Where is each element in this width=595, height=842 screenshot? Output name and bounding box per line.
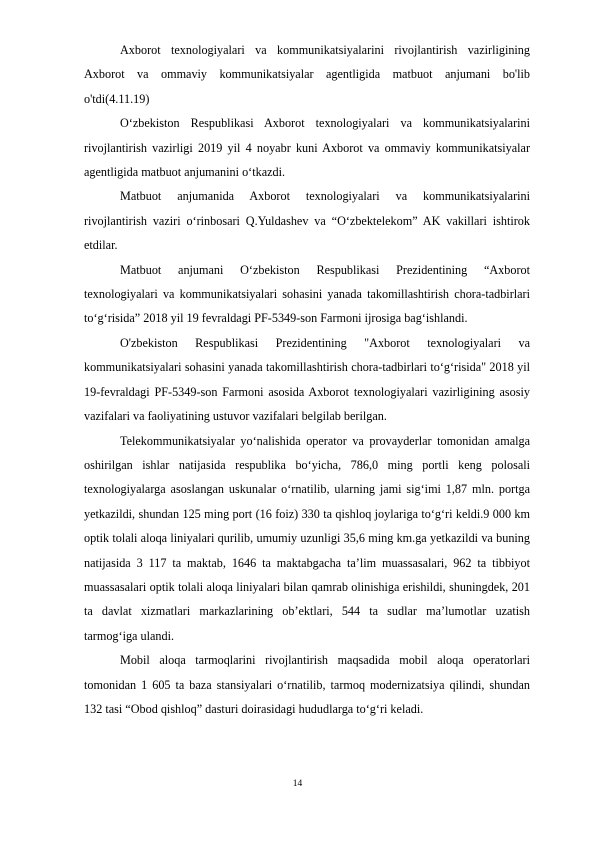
paragraph-telecommunications-results: Telekommunikatsiyalar yo‘nalishida operator va provayderlar tomonidan amalga oshirilgan ishlar natijasida respublika bo‘yicha, 786,0 ming portli keng polosali texnologiyalarga asoslangan uskunalar o‘rnatilib, ularning jami sig‘imi 1,87 mln. portga yetkazildi, shundan 125 ming port (16 foiz) 330 ta qishloq joylariga to‘g‘ri keldi.9 000 km optik tolali aloqa liniyalari qurilib, umumiy uzunligi 35,6 ming km.ga yetkazildi va buning natijasida 3 117 ta maktab, 1646 ta maktabgacha ta’lim muassasalari, 962 ta tibbiyot muassasalari optik tolali aloqa liniyalari bilan qamrab olinishiga erishildi, shuningdek, 201 ta davlat xizmatlari markazlarining ob’ektlari, 544 ta sudlar ma’lumotlar uzatish tarmog‘iga ulandi. [84,433,530,643]
page-number: 14 [292,779,303,789]
paragraph-participants: Matbuot anjumanida Axborot texnologiyalari va kommunikatsiyalarini rivojlantirish vaziri o‘rinbosari Q.Yuldashev va “O‘zbektelekom” AK vakillari ishtirok etdilar. [84,189,530,253]
paragraph-press-conference-heading: Axborot texnologiyalari va kommunikatsiyalarini rivojlantirish vazirligining Axborot va ommaviy kommunikatsiyalar agentligida matbuot anjumani bo'lib o'tdi(4.11.19) [84,43,530,106]
paragraph-ministry-conference: O‘zbekiston Respublikasi Axborot texnologiyalari va kommunikatsiyalarini rivojlantirish vazirligi 2019 yil 4 noyabr kuni Axborot va ommaviy kommunikatsiyalar agentligida matbuot anjumanini o‘tkazdi. [84,116,530,180]
paragraph-mobile-network: Mobil aloqa tarmoqlarini rivojlantirish maqsadida mobil aloqa operatorlari tomonidan 1 605 ta baza stansiyalari o‘rnatilib, tarmoq modernizatsiya qilindi, shundan 132 tasi “Obod qishloq” dasturi doirasidagi hududlarga to‘g‘ri keladi. [84,653,530,716]
paragraph-decree-purpose: Matbuot anjumani O‘zbekiston Respublikasi Prezidentining “Axborot texnologiyalari va kommunikatsiyalari sohasini yanada takomillashtirish chora-tadbirlari to‘g‘risida” 2018 yil 19 fevraldagi PF-5349-son Farmoni ijrosiga bag‘ishlandi. [84,262,530,326]
document-body [84,38,530,721]
paragraph-ministry-tasks: O'zbekiston Respublikasi Prezidentining "Axborot texnologiyalari va kommunikatsiyalari sohasini yanada takomillashtirish chora-tadbirlari to‘g‘risida" 2018 yil 19-fevraldagi PF-5349-son Farmoni asosida Axborot texnologiyalari vazirligining asosiy vazifalari va faoliyatining ustuvor vazifalari belgilab berilgan. [84,335,530,424]
